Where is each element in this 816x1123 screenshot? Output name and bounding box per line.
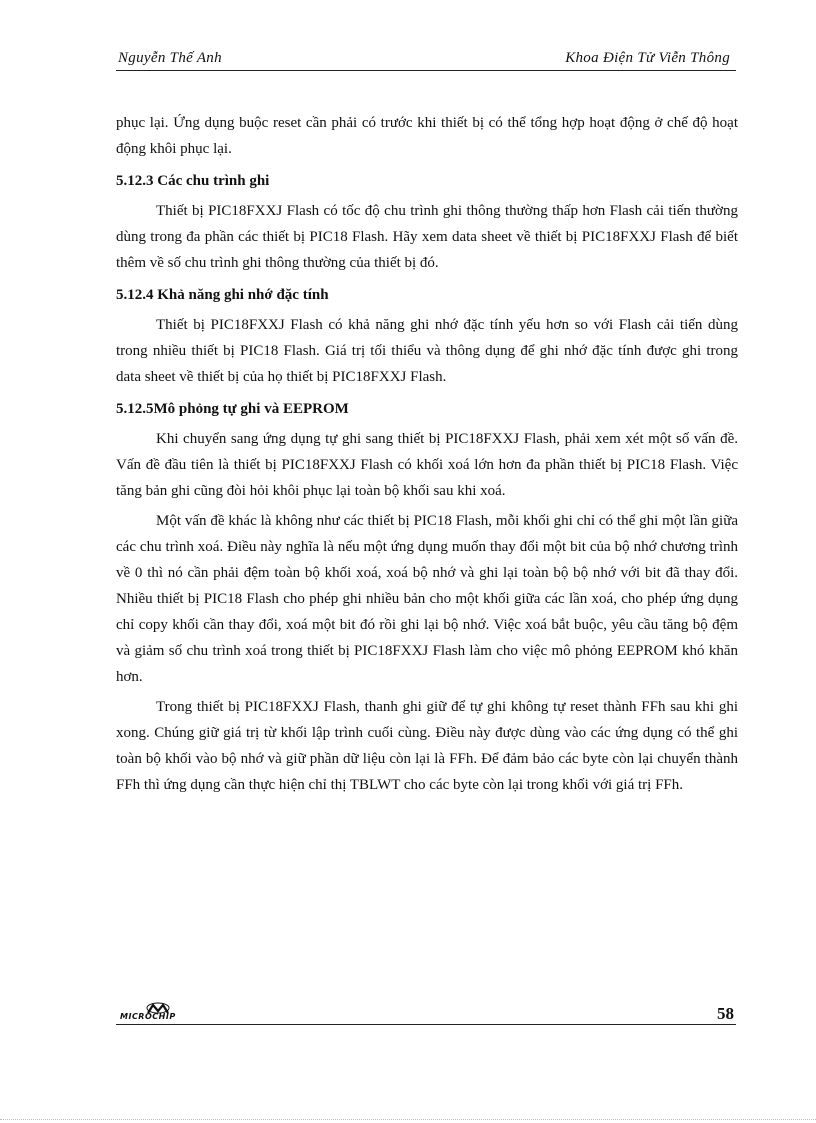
page-number: 58	[717, 1004, 734, 1023]
paragraph-self-write-2: Một vấn đề khác là không như các thiết bị PIC18 Flash, mỗi khối ghi chỉ có thể ghi một lần giữa các chu trình xoá. Điều này nghĩa là nếu một ứng dụng muốn thay đổi một bit của bộ nhớ chương trình về 0 thì nó cần phải đệm toàn bộ khối xoá, xoá bộ nhớ và ghi lại toàn bộ bộ nhớ với bit đã thay đổi. Nhiều thiết bị PIC18 Flash cho phép ghi nhiều bản cho một khối giữa các lần xoá, cho phép ứng dụng chỉ copy khối cần thay đổi, xoá một bit đó rồi ghi lại bộ nhớ. Việc xoá bắt buộc, yêu cầu tăng bộ đệm và giảm số chu trình xoá trong thiết bị PIC18FXXJ Flash làm cho việc mô phỏng EEPROM khó khăn hơn.	[116, 513, 738, 685]
header-department: Khoa Điện Tử Viễn Thông	[565, 50, 730, 66]
page-header	[116, 50, 736, 71]
section-heading-5-12-4: 5.12.4 Khả năng ghi nhớ đặc tính	[116, 287, 329, 303]
logo-text: MICROCHIP	[120, 1012, 176, 1021]
paragraph-self-write-3: Trong thiết bị PIC18FXXJ Flash, thanh ghi giữ để tự ghi không tự reset thành FFh sau khi ghi xong. Chúng giữ giá trị từ khối lập trình cuối cùng. Điều này được dùng vào các ứng dụng có thể ghi toàn bộ khối vào bộ nhớ và giữ phần dữ liệu còn lại là FFh. Để đảm bảo các byte còn lại chuyển thành FFh thì ứng dụng cần thực hiện chỉ thị TBLWT cho các byte còn lại trong khối với giá trị FFh.	[116, 699, 738, 793]
paragraph-retention: Thiết bị PIC18FXXJ Flash có khả năng ghi nhớ đặc tính yếu hơn so với Flash cải tiến dùng trong nhiều thiết bị PIC18 Flash. Giá trị tối thiểu và thông dụng để ghi nhớ đặc tính được ghi trong data sheet về thiết bị của họ thiết bị PIC18FXXJ Flash.	[116, 317, 738, 385]
paragraph-continuation: phục lại. Ứng dụng buộc reset cần phải có trước khi thiết bị có thể tổng hợp hoạt động ở chế độ hoạt động khôi phục lại.	[116, 115, 738, 157]
header-author: Nguyễn Thế Anh	[118, 50, 222, 66]
section-heading-5-12-5: 5.12.5Mô phỏng tự ghi và EEPROM	[116, 401, 349, 417]
page-footer	[116, 998, 736, 1025]
page-edge-line	[0, 1119, 816, 1120]
microchip-logo	[120, 1002, 200, 1022]
section-heading-5-12-3: 5.12.3 Các chu trình ghi	[116, 173, 270, 189]
paragraph-self-write-1: Khi chuyển sang ứng dụng tự ghi sang thiết bị PIC18FXXJ Flash, phải xem xét một số vấn đề. Vấn đề đầu tiên là thiết bị PIC18FXXJ Flash có khối xoá lớn hơn đa phần thiết bị PIC18 Flash. Việc tăng bản ghi cũng đòi hỏi khôi phục lại toàn bộ khối sau khi xoá.	[116, 431, 738, 499]
paragraph-write-cycles: Thiết bị PIC18FXXJ Flash có tốc độ chu trình ghi thông thường thấp hơn Flash cải tiến thường dùng trong đa phần các thiết bị PIC18 Flash. Hãy xem data sheet về thiết bị PIC18FXXJ Flash để biết thêm về số chu trình ghi thông thường của thiết bị đó.	[116, 203, 738, 271]
page-content	[116, 110, 738, 798]
